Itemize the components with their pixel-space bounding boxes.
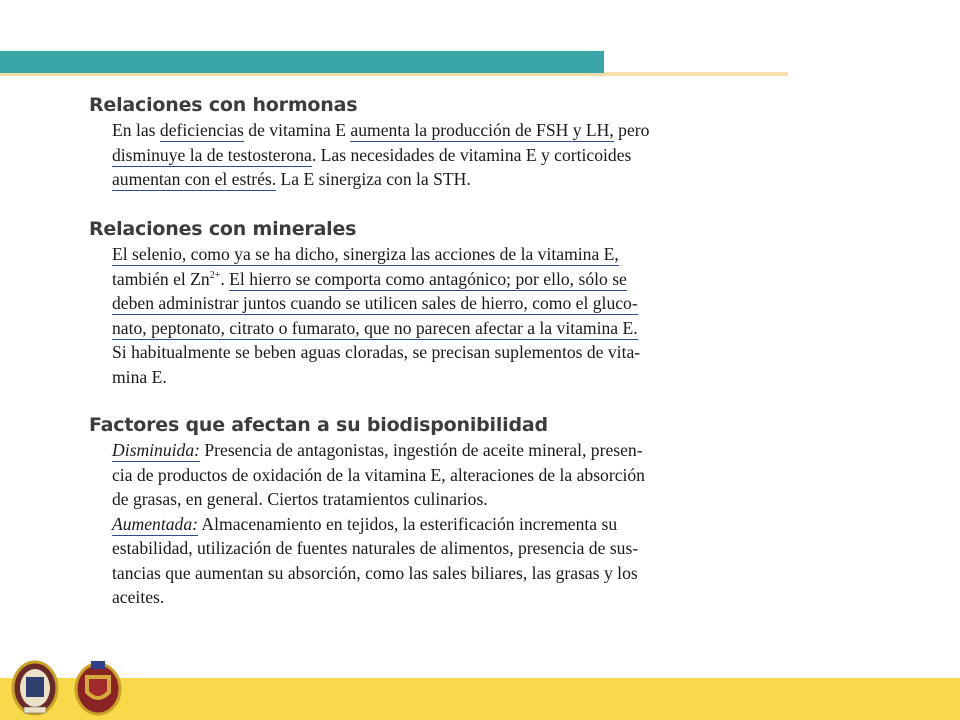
paragraph-line: cia de productos de oxidación de la vitamina E, alteraciones de la absorción xyxy=(112,464,645,485)
section-paragraph xyxy=(112,118,740,192)
underlined-text: aumenta la producción de FSH y LH, xyxy=(350,120,614,140)
paragraph-line: mina E. xyxy=(112,366,167,387)
underlined-text: nato, peptonato, citrato o fumarato, que no parecen afectar a la vitamina E. xyxy=(112,317,638,338)
paragraph-line: estabilidad, utilización de fuentes naturales de alimentos, presencia de sus- xyxy=(112,538,639,558)
paragraph-line: disminuye la de testosterona. Las necesidades de vitamina E y corticoides xyxy=(112,144,632,165)
underlined-text: deficiencias xyxy=(159,120,244,140)
superscript: 2+ xyxy=(209,269,221,281)
paragraph-line: aumentan con el estrés. La E sinergiza con la STH. xyxy=(112,169,471,189)
university-seal-logo xyxy=(10,655,60,717)
underlined-text: deben administrar juntos cuando se utilicen sales de hierro, como el gluco- xyxy=(112,293,638,313)
underlined-text: aumentan con el estrés. xyxy=(112,169,277,189)
paragraph-line xyxy=(112,291,740,316)
section-heading: Factores que afectan a su biodisponibilidad xyxy=(89,414,548,436)
section-paragraph xyxy=(112,438,740,610)
footer-bar xyxy=(0,678,960,720)
section-heading: Relaciones con hormonas xyxy=(89,94,358,116)
paragraph-line: Aumentada: Almacenamiento en tejidos, la esterificación incrementa su xyxy=(112,513,618,534)
underlined-text: disminuye la de testosterona xyxy=(112,144,312,165)
header-accent-line xyxy=(0,73,604,76)
paragraph-line: también el $Zn^{2+}$. El hierro se comporta como antagónico; por ello, sólo se xyxy=(112,268,627,289)
section-hormonas xyxy=(89,94,749,192)
paragraph-line: Si habitualmente se beben aguas cloradas, se precisan suplementos de vita- xyxy=(112,342,641,362)
italic-underlined-label: Disminuida: xyxy=(112,440,200,460)
paragraph-line: En las deficiencias de vitamina E aumenta la producción de FSH y LH, pero xyxy=(112,120,650,140)
section-biodisponibilidad xyxy=(89,414,749,610)
section-paragraph xyxy=(112,242,740,389)
section-minerales xyxy=(89,218,749,389)
paragraph-line xyxy=(112,242,740,267)
header-teal-bar xyxy=(0,51,604,73)
underlined-text: El hierro se comporta como antagónico; por ello, sólo se xyxy=(229,268,627,289)
faculty-shield-logo xyxy=(73,655,123,717)
section-heading: Relaciones con minerales xyxy=(89,218,357,240)
italic-underlined-label: Aumentada: xyxy=(112,513,198,534)
paragraph-line xyxy=(112,316,740,341)
header-accent-line-extension xyxy=(604,72,788,76)
underlined-text: El selenio, como ya se ha dicho, sinergiza las acciones de la vitamina E, xyxy=(112,244,619,264)
paragraph-line: tancias que aumentan su absorción, como las sales biliares, las grasas y los xyxy=(112,562,638,583)
paragraph-line: de grasas, en general. Ciertos tratamientos culinarios. xyxy=(112,489,488,509)
paragraph-line: Disminuida: Presencia de antagonistas, ingestión de aceite mineral, presen- xyxy=(112,440,643,460)
paragraph-line: aceites. xyxy=(112,587,165,607)
